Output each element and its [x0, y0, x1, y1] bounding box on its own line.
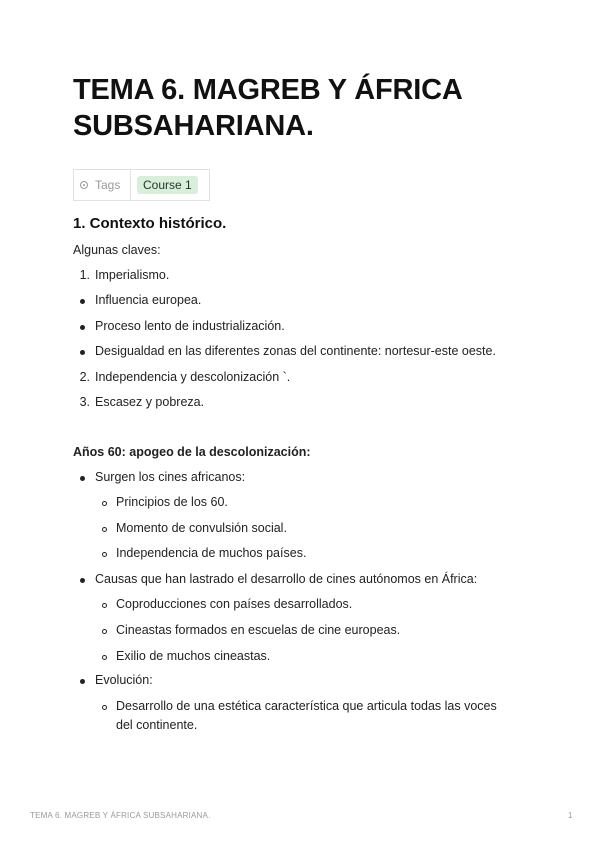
page-title: TEMA 6. MAGREB Y ÁFRICA SUBSAHARIANA. — [73, 74, 462, 142]
tags-property-value[interactable] — [131, 178, 198, 192]
list-marker: 3. — [79, 395, 90, 409]
footer-title: TEMA 6. MAGREB Y ÁFRICA SUBSAHARIANA. — [30, 811, 211, 820]
sub-list-item: Momento de convulsión social. — [116, 521, 287, 535]
list-item: Escasez y pobreza. — [95, 395, 205, 409]
circle-bullet-icon — [102, 705, 107, 710]
circle-bullet-icon — [102, 527, 107, 532]
circle-bullet-icon — [102, 603, 107, 608]
list-item: Influencia europea. — [95, 293, 202, 307]
list-item: Imperialismo. — [95, 268, 170, 282]
list-item: Evolución: — [95, 673, 153, 687]
bullet-icon — [80, 299, 85, 304]
list-marker: 1. — [79, 268, 90, 282]
bullet-icon — [80, 325, 85, 330]
list-item: Independencia y descolonización `. — [95, 370, 291, 384]
tags-label: Tags — [95, 178, 121, 192]
sub-list-item: Cineastas formados en escuelas de cine europeas. — [116, 623, 401, 637]
sub-list-item-continuation: del continente. — [116, 718, 198, 732]
tag-badge[interactable]: Course 1 — [137, 176, 198, 194]
bullet-icon — [80, 476, 85, 481]
circle-bullet-icon — [102, 501, 107, 506]
circle-bullet-icon — [102, 629, 107, 634]
sub-list-item: Independencia de muchos países. — [116, 546, 307, 560]
list-item: Surgen los cines africanos: — [95, 470, 246, 484]
circle-bullet-icon — [102, 552, 107, 557]
tag-icon — [80, 181, 88, 189]
sub-list-item: Exilio de muchos cineastas. — [116, 649, 271, 663]
bullet-icon — [80, 350, 85, 355]
sub-list-item: Principios de los 60. — [116, 495, 228, 509]
sub-list-item: Desarrollo de una estética característica que articula todas las voces — [116, 699, 497, 713]
bullet-icon — [80, 578, 85, 583]
tags-property-key — [74, 170, 131, 200]
list-item: Desigualdad en las diferentes zonas del continente: nortesur-este oeste. — [95, 344, 496, 358]
sub-list-item: Coproducciones con países desarrollados. — [116, 597, 353, 611]
bullet-icon — [80, 679, 85, 684]
list-item: Causas que han lastrado el desarrollo de cines autónomos en África: — [95, 572, 478, 586]
circle-bullet-icon — [102, 655, 107, 660]
section-heading-anos-60: Años 60: apogeo de la descolonización: — [73, 445, 311, 459]
list-item: Proceso lento de industrialización. — [95, 319, 285, 333]
section-heading-contexto: 1. Contexto histórico. — [73, 215, 227, 232]
list-marker: 2. — [79, 370, 90, 384]
tags-property — [73, 169, 210, 201]
page-number: 1 — [568, 811, 573, 820]
intro-text: Algunas claves: — [73, 243, 161, 257]
